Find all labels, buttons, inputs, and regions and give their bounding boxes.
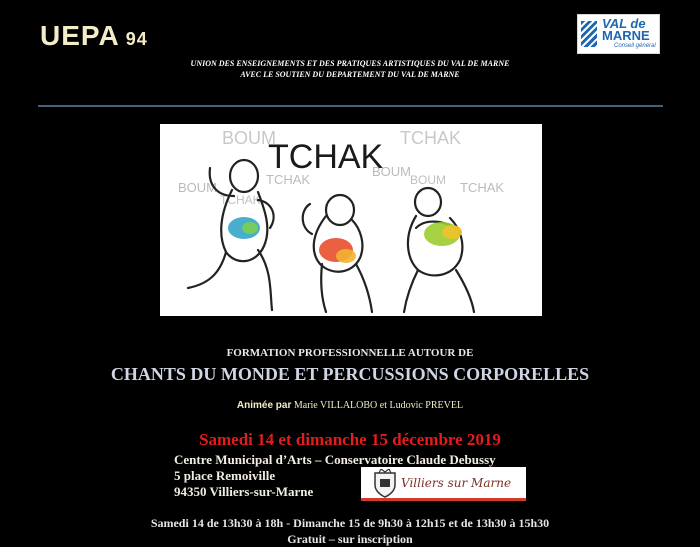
formation-heading: FORMATION PROFESSIONNELLE AUTOUR DE: [226, 347, 474, 359]
organisation-subtitle: [0, 58, 700, 80]
animators-line: [0, 400, 700, 411]
venue-name: Centre Municipal d’Arts – Conservatoire Claude Debussy: [174, 452, 496, 467]
uepa-logo-number: 94: [125, 29, 148, 49]
coat-of-arms-icon: [367, 469, 403, 499]
illus-word: TCHAK: [460, 180, 505, 195]
val-de-marne-stripe-icon: [581, 21, 597, 47]
illus-word: TCHAK: [400, 128, 462, 148]
illus-word: BOUM: [410, 173, 446, 187]
schedule-line: Samedi 14 de 13h30 à 18h - Dimanche 15 de 9h30 à 12h15 et de 13h30 à 15h30: [150, 516, 550, 530]
illus-word: BOUM: [222, 128, 276, 148]
header-divider: [38, 105, 663, 107]
villiers-sur-marne-logo: [361, 467, 526, 501]
villiers-logo-text: Villiers sur Marne: [401, 476, 512, 490]
animee-label: Animée par: [236, 400, 292, 411]
vdm-logo-line1: VAL de: [602, 16, 646, 31]
illus-word: TCHAK: [220, 193, 261, 207]
illus-word: BOUM: [178, 180, 217, 195]
venue-city: 94350 Villiers-sur-Marne: [174, 484, 314, 499]
illus-title: TCHAK: [268, 138, 384, 176]
event-dates: Samedi 14 et dimanche 15 décembre 2019: [199, 430, 501, 449]
uepa-logo: [40, 20, 148, 52]
uepa-logo-text: UEPA: [40, 20, 120, 51]
villiers-logo-bar: [361, 498, 526, 501]
figure-right-icon: [404, 188, 474, 312]
vdm-logo-line3: Conseil général: [614, 43, 656, 49]
boum-tchak-illustration: [160, 124, 542, 316]
venue-street: 5 place Remoiville: [174, 468, 276, 483]
subtitle-line-1: UNION DES ENSEIGNEMENTS ET DES PRATIQUES ARTISTIQUES DU VAL DE MARNE: [190, 59, 510, 68]
illus-word: BOUM: [372, 164, 411, 179]
animee-names: Marie VILLALOBO et Ludovic PREVEL: [293, 400, 464, 411]
registration-line: Gratuit – sur inscription: [287, 532, 413, 546]
subtitle-line-2: AVEC LE SOUTIEN DU DEPARTEMENT DU VAL DE MARNE: [240, 70, 460, 79]
illus-word: TCHAK: [266, 172, 311, 187]
vdm-logo-line2: MARNE: [602, 28, 650, 43]
event-title: CHANTS DU MONDE ET PERCUSSIONS CORPORELLES: [110, 364, 590, 384]
val-de-marne-logo: [577, 14, 660, 54]
